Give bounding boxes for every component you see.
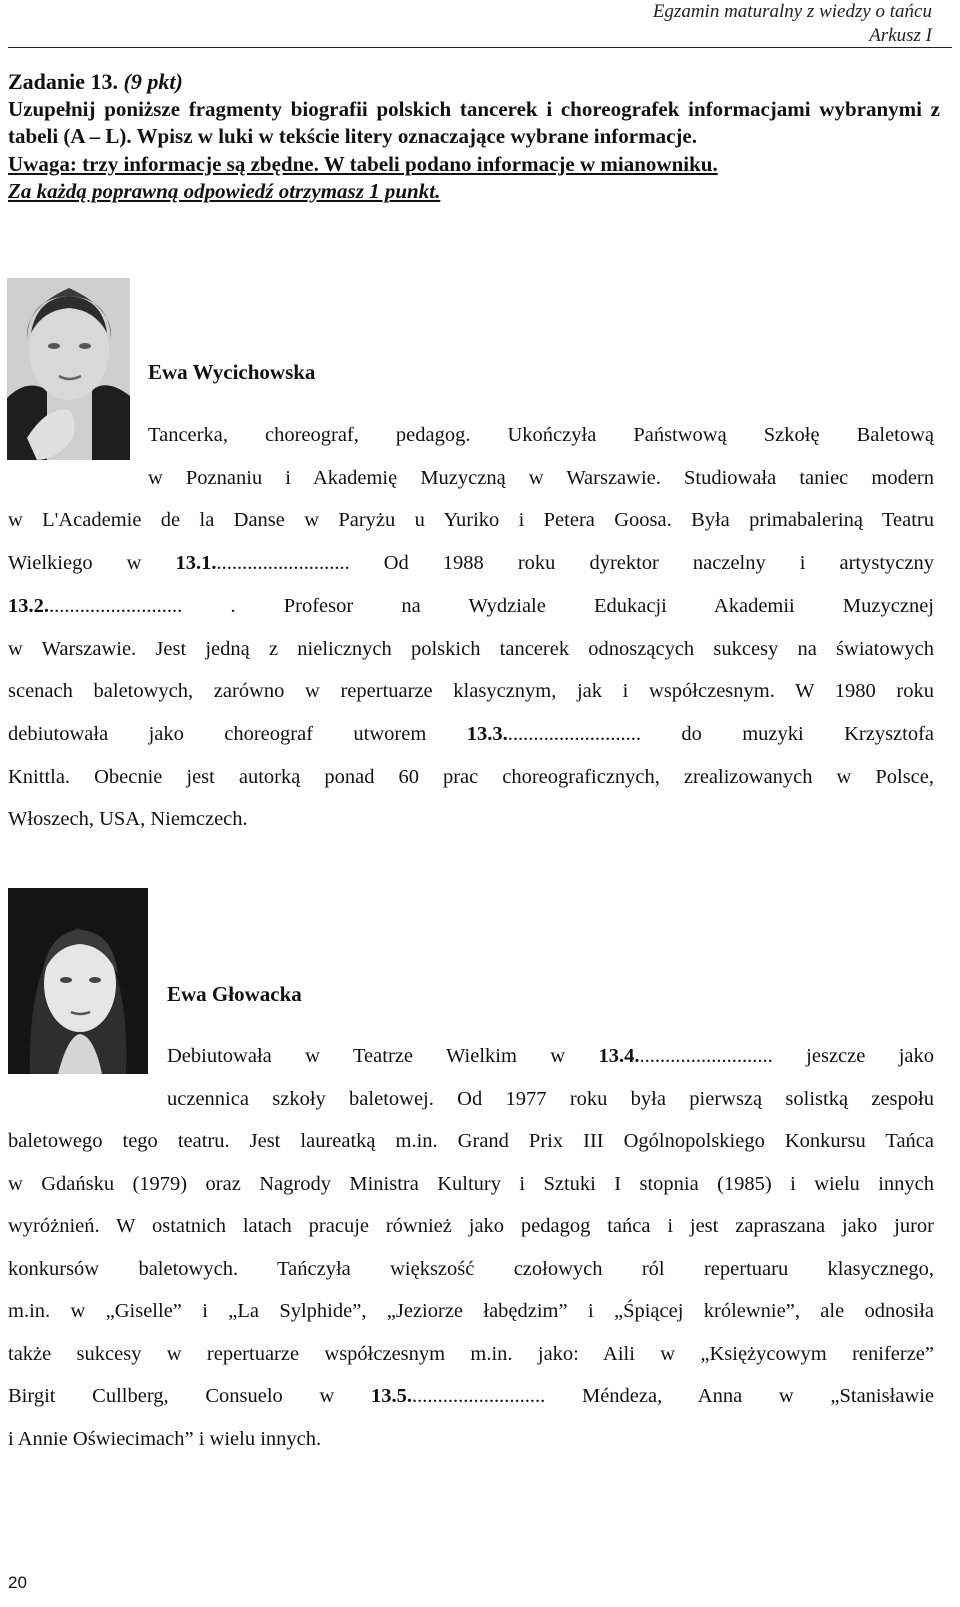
answer-blank-13-1[interactable]: .......................... bbox=[216, 552, 350, 575]
dancer1-name: Ewa Wycichowska bbox=[148, 360, 316, 384]
dancer2-line-suffix: Méndeza, Anna w „Stanisławie bbox=[581, 1385, 935, 1407]
page-number: 20 bbox=[8, 1573, 27, 1592]
dancer2-bio-line: uczennica szkoły baletowej. Od 1977 roku była pierwszą solistką zespołu bbox=[167, 1087, 934, 1110]
exam-title: Egzamin maturalny z wiedzy o tańcu bbox=[652, 1, 932, 22]
dancer1-bio-line: w Warszawie. Jest jedną z nielicznych polskich tancerek odnoszących sukcesy na światowych bbox=[8, 637, 934, 660]
dancer2-bio-line: konkursów baletowych. Tańczyła większość czołowych ról repertuaru klasycznego, bbox=[8, 1257, 934, 1280]
dancer2-line-suffix: jeszcze jako bbox=[806, 1045, 935, 1067]
dancer1-bio-line: Tancerka, choreograf, pedagog. Ukończyła Państwową Szkołę Baletową bbox=[148, 424, 934, 446]
dancer2-line-prefix: Debiutowała w Teatrze Wielkim w bbox=[167, 1045, 566, 1067]
dancer2-bio-line: wyróżnień. W ostatnich latach pracuje również jako pedagog tańca i jest zapraszana jako juror bbox=[8, 1215, 934, 1237]
answer-blank-13-4-label: 13.4. bbox=[598, 1045, 640, 1067]
answer-blank-13-2-label: 13.2. bbox=[8, 594, 49, 617]
task-scoring: Za każdą poprawną odpowiedź otrzymasz 1 punkt. bbox=[8, 179, 441, 203]
task-points: (9 pkt) bbox=[123, 69, 183, 94]
answer-blank-13-4[interactable]: .......................... bbox=[639, 1045, 773, 1067]
dancer1-bio-line bbox=[8, 713, 934, 756]
dancer2-bio-line: m.in. w „Giselle” i „La Sylphide”, „Jeziorze łabędzim” i „Śpiącej królewnie”, ale odnosiła bbox=[8, 1300, 934, 1322]
dancer2-line-prefix: Birgit Cullberg, Consuelo w bbox=[8, 1385, 335, 1407]
answer-blank-13-1-label: 13.1. bbox=[175, 552, 217, 575]
dancer2-bio bbox=[8, 1035, 934, 1460]
dancer1-bio-line: w Poznaniu i Akademię Muzyczną w Warszawie. Studiowała taniec modern bbox=[148, 466, 934, 489]
dancer1-line-prefix: Wielkiego w bbox=[8, 552, 142, 575]
dancer1-bio bbox=[8, 414, 934, 841]
dancer2-name: Ewa Głowacka bbox=[167, 982, 302, 1006]
dancer1-bio-line: w L'Academie de la Danse w Paryżu u Yuriko i Petera Goosa. Była primabaleriną Teatru bbox=[8, 509, 934, 532]
task-title-line bbox=[8, 68, 940, 96]
dancer2-bio-line: także sukcesy w repertuarze współczesnym m.in. jako: Aili w „Księżycowym reniferze” bbox=[8, 1342, 934, 1365]
dancer1-bio-line: scenach baletowych, zarówno w repertuarze klasycznym, jak i współczesnym. W 1980 roku bbox=[8, 680, 934, 703]
dancer1-bio-line bbox=[8, 542, 934, 585]
task-instruction: Uzupełnij poniższe fragmenty biografii polskich tancerek i choreografek informacjami wybranymi z tabeli (A – L). Wpisz w luki w tekście litery oznaczające wybrane informacje. bbox=[8, 96, 940, 148]
page-header bbox=[432, 0, 932, 48]
dancer1-bio-line bbox=[8, 585, 934, 628]
task-note: Uwaga: trzy informacje są zbędne. W tabeli podano informacje w mianowniku. bbox=[8, 151, 718, 176]
answer-blank-13-2[interactable]: .......................... bbox=[49, 594, 183, 617]
dancer2-bio-line: w Gdańsku (1979) oraz Nagrody Ministra Kultury i Sztuki I stopnia (1985) i wielu innych bbox=[8, 1172, 934, 1195]
answer-blank-13-5[interactable]: .......................... bbox=[412, 1385, 546, 1407]
dancer2-bio-line: baletowego tego teatru. Jest laureatką m.in. Grand Prix III Ogólnopolskiego Konkursu Tańca bbox=[8, 1130, 934, 1152]
dancer1-line-text: . Profesor na Wydziale Edukacji Akademii Muzycznej bbox=[230, 594, 934, 617]
exam-sheet: Arkusz I bbox=[869, 25, 932, 46]
dancer2-bio-line: i Annie Oświecimach” i wielu innych. bbox=[8, 1427, 322, 1450]
header-divider bbox=[8, 47, 952, 48]
dancer2-bio-line bbox=[8, 1035, 934, 1078]
dancer1-bio-line: Knittla. Obecnie jest autorką ponad 60 prac choreograficznych, zrealizowanych w Polsce, bbox=[8, 765, 934, 788]
dancer2-bio-line bbox=[8, 1375, 934, 1418]
dancer1-line-text: do muzyki Krzysztofa bbox=[681, 722, 935, 745]
answer-blank-13-3[interactable]: .......................... bbox=[507, 722, 641, 745]
dancer1-line-text: debiutowała jako choreograf utworem bbox=[8, 722, 427, 745]
dancer1-bio-line: Włoszech, USA, Niemczech. bbox=[8, 808, 248, 831]
answer-blank-13-3-label: 13.3. bbox=[466, 722, 508, 745]
dancer1-line-text: Od 1988 roku dyrektor naczelny i artystyczny bbox=[383, 552, 935, 575]
task-title: Zadanie 13. bbox=[8, 69, 119, 94]
task-block bbox=[8, 68, 940, 206]
answer-blank-13-5-label: 13.5. bbox=[371, 1385, 413, 1407]
